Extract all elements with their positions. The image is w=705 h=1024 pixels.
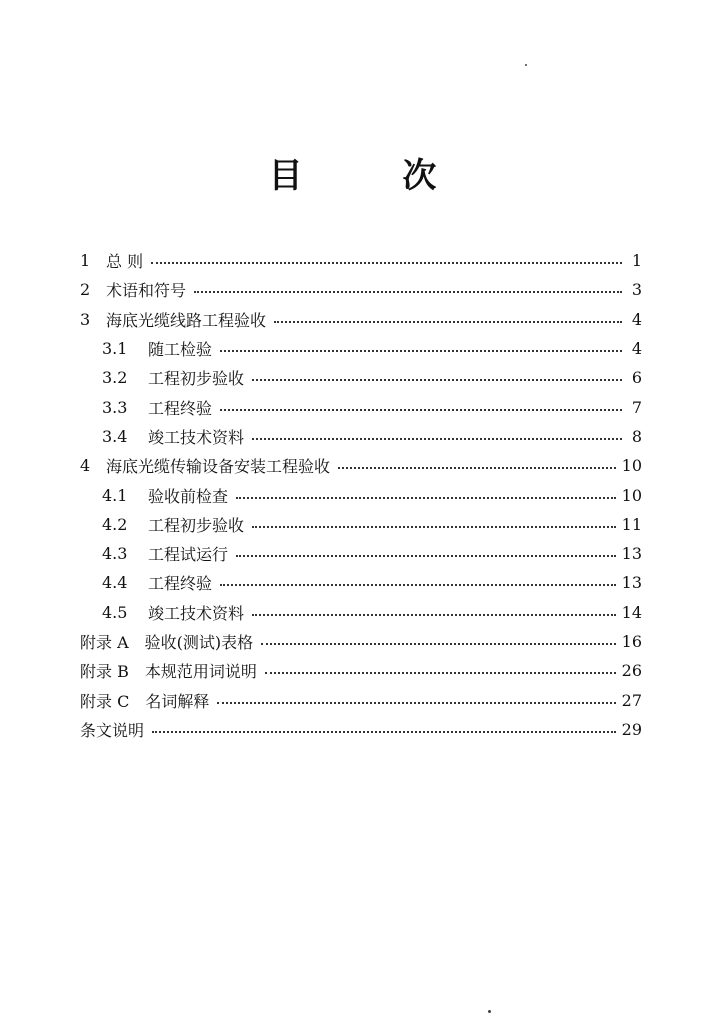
toc-leader-dots bbox=[236, 496, 616, 499]
toc-entry-label: 名词解释 bbox=[145, 691, 210, 711]
toc-entry-page: 27 bbox=[621, 690, 642, 710]
toc-entry-page: 11 bbox=[621, 514, 642, 534]
toc-entry-label: 随工检验 bbox=[148, 340, 213, 360]
toc-entry-number: 4 bbox=[80, 456, 91, 476]
toc-entry[interactable] bbox=[80, 715, 642, 744]
toc-leader-dots bbox=[220, 349, 622, 352]
toc-entry-label: 竣工技术资料 bbox=[148, 427, 245, 447]
toc-entry[interactable] bbox=[80, 246, 642, 275]
toc-leader-dots bbox=[252, 437, 622, 440]
toc-entry-label: 海底光缆线路工程验收 bbox=[106, 310, 267, 330]
toc-entry[interactable] bbox=[80, 275, 642, 304]
toc-leader-dots bbox=[220, 583, 616, 586]
toc-entry-number: 4.5 bbox=[102, 602, 128, 622]
toc-entry-label: 验收(测试)表格 bbox=[144, 633, 254, 652]
toc-entry-page: 13 bbox=[621, 573, 642, 593]
toc-entry-page: 16 bbox=[621, 632, 642, 651]
toc-leader-dots bbox=[194, 290, 622, 293]
toc-entry-page: 7 bbox=[631, 397, 642, 417]
toc-leader-dots bbox=[220, 408, 622, 411]
toc-entry-number: 2 bbox=[80, 280, 91, 300]
toc-entry-number: 3.2 bbox=[102, 368, 128, 388]
toc-entry-label: 条文说明 bbox=[80, 720, 145, 740]
table-of-contents bbox=[80, 246, 642, 744]
toc-entry-page: 14 bbox=[621, 602, 642, 622]
toc-entry-label: 工程初步验收 bbox=[148, 369, 245, 389]
toc-entry-page: 29 bbox=[621, 719, 642, 739]
toc-entry[interactable] bbox=[80, 480, 642, 509]
toc-entry-page: 8 bbox=[631, 426, 642, 446]
toc-leader-dots bbox=[152, 730, 616, 733]
toc-leader-dots bbox=[265, 671, 616, 674]
toc-entry-number: 附录 A bbox=[80, 633, 129, 652]
toc-entry[interactable] bbox=[80, 510, 642, 539]
toc-leader-dots bbox=[261, 642, 615, 645]
toc-entry[interactable] bbox=[80, 392, 642, 421]
toc-entry-number: 3 bbox=[80, 309, 91, 329]
toc-entry-page: 13 bbox=[621, 544, 642, 564]
toc-entry[interactable] bbox=[80, 627, 642, 656]
toc-entry[interactable] bbox=[80, 598, 642, 627]
toc-entry-number: 4.3 bbox=[102, 544, 128, 564]
toc-entry-label: 工程终验 bbox=[148, 574, 213, 594]
toc-entry-label: 术语和符号 bbox=[106, 281, 187, 301]
toc-entry-page: 10 bbox=[621, 485, 642, 505]
toc-entry-label: 验收前检查 bbox=[148, 486, 229, 506]
toc-entry-label: 工程试运行 bbox=[148, 545, 229, 565]
toc-entry-number: 3.4 bbox=[102, 426, 128, 446]
toc-entry-number: 3.1 bbox=[102, 339, 128, 359]
toc-entry[interactable] bbox=[80, 656, 642, 685]
toc-entry-number: 3.3 bbox=[102, 397, 128, 417]
toc-leader-dots bbox=[252, 613, 616, 616]
toc-entry-number: 附录 B bbox=[80, 662, 129, 682]
toc-entry-number: 4.2 bbox=[102, 514, 128, 534]
toc-entry[interactable] bbox=[80, 451, 642, 480]
toc-leader-dots bbox=[252, 378, 622, 381]
toc-leader-dots bbox=[236, 554, 616, 557]
toc-entry-label: 竣工技术资料 bbox=[148, 603, 245, 623]
toc-leader-dots bbox=[252, 525, 616, 528]
toc-entry[interactable] bbox=[80, 305, 642, 334]
toc-entry-page: 6 bbox=[631, 368, 642, 388]
toc-entry-page: 10 bbox=[621, 456, 642, 476]
toc-leader-dots bbox=[151, 261, 622, 264]
toc-entry-number: 4.4 bbox=[102, 573, 128, 593]
toc-leader-dots bbox=[338, 466, 616, 469]
toc-entry-number: 1 bbox=[80, 251, 91, 271]
toc-entry-label: 海底光缆传输设备安装工程验收 bbox=[106, 457, 331, 477]
toc-entry-page: 4 bbox=[631, 309, 642, 329]
toc-entry[interactable] bbox=[80, 334, 642, 363]
toc-entry-label: 本规范用词说明 bbox=[144, 662, 257, 682]
scan-speck bbox=[525, 64, 527, 66]
toc-entry-page: 1 bbox=[631, 251, 642, 271]
toc-entry-label: 工程终验 bbox=[148, 398, 213, 418]
toc-entry[interactable] bbox=[80, 568, 642, 597]
scan-speck bbox=[488, 1010, 491, 1013]
toc-entry-label: 总 则 bbox=[106, 252, 144, 272]
toc-entry-number: 4.1 bbox=[102, 485, 128, 505]
toc-entry-page: 3 bbox=[631, 280, 642, 300]
toc-entry-label: 工程初步验收 bbox=[148, 515, 245, 535]
toc-entry-page: 26 bbox=[621, 661, 642, 681]
toc-entry[interactable] bbox=[80, 422, 642, 451]
toc-leader-dots bbox=[217, 701, 615, 704]
toc-entry[interactable] bbox=[80, 539, 642, 568]
page-title: 目 次 bbox=[268, 156, 481, 196]
toc-leader-dots bbox=[274, 320, 622, 323]
toc-entry-page: 4 bbox=[631, 339, 642, 359]
toc-entry-number: 附录 C bbox=[80, 691, 130, 711]
toc-entry[interactable] bbox=[80, 363, 642, 392]
toc-entry[interactable] bbox=[80, 685, 642, 714]
